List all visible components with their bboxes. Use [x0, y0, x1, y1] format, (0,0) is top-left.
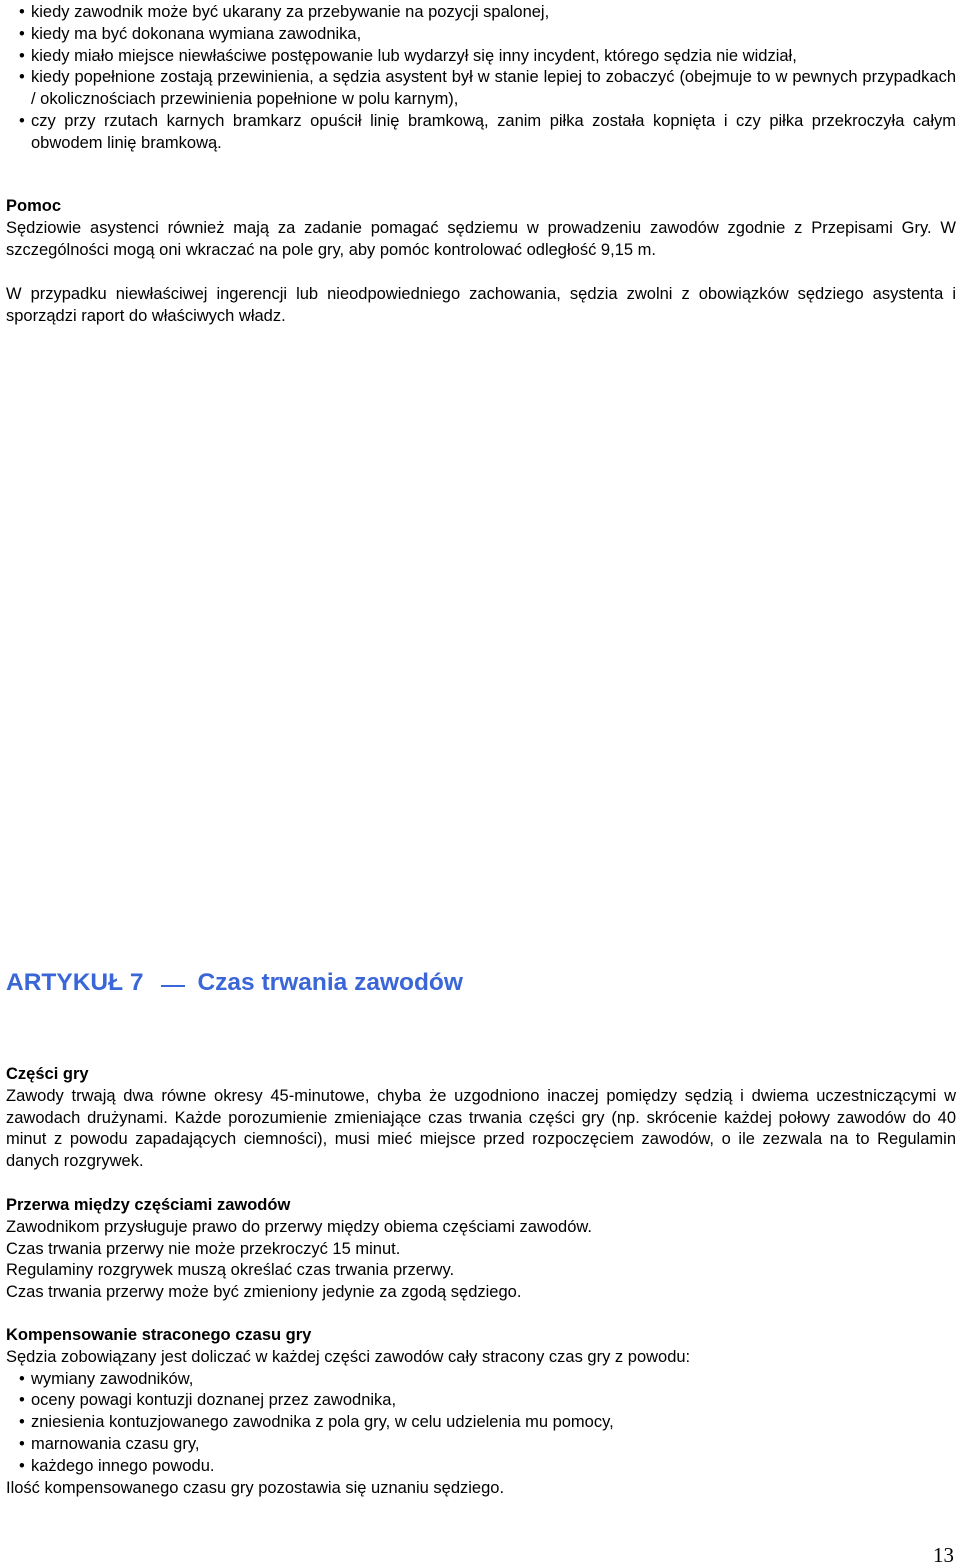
kompensowanie-heading: Kompensowanie straconego czasu gry: [6, 1326, 312, 1344]
page-number: 13: [933, 1543, 954, 1567]
przerwa-section: [6, 1195, 956, 1304]
przerwa-line: Zawodnikom przysługuje prawo do przerwy między obiema częściami zawodów.: [6, 1217, 592, 1236]
kompensowanie-intro: Sędzia zobowiązany jest doliczać w każdej części zawodów cały stracony czas gry z powodu:: [6, 1347, 691, 1366]
list-item: • każdego innego powodu.: [6, 1456, 956, 1478]
przerwa-line: Regulaminy rozgrywek muszą określać czas trwania przerwy.: [6, 1261, 455, 1280]
list-item: • kiedy miało miejsce niewłaściwe postępowanie lub wydarzył się inny incydent, którego sędzia nie widział,: [6, 46, 956, 68]
pomoc-paragraph-1: Sędziowie asystenci również mają za zadanie pomagać sędziemu w prowadzeniu zawodów zgodnie z Przepisami Gry. W szczególności mogą oni wkraczać na pole gry, aby pomóc kontrolować odległość 9,15 m.: [6, 218, 956, 259]
czesci-gry-section: [6, 1064, 956, 1173]
kompensowanie-closing: Ilość kompensowanego czasu gry pozostawia się uznaniu sędziego.: [6, 1478, 505, 1497]
top-bullet-list: [6, 2, 956, 155]
list-item: • kiedy zawodnik może być ukarany za przebywanie na pozycji spalonej,: [6, 2, 956, 24]
przerwa-line: Czas trwania przerwy może być zmieniony jedynie za zgodą sędziego.: [6, 1283, 522, 1302]
czesci-gry-paragraph: Zawody trwają dwa równe okresy 45-minutowe, chyba że uzgodniono inaczej pomiędzy sędzią i dwiema uczestniczącymi w zawodach drużynami. Każde porozumienie zmieniające czas trwania części gry (np. skrócenie każdej połowy zawodów do 40 minut z powodu zapadających ciemności), musi mieć miejsce przed rozpoczęciem zawodów, o ile zezwala na to Regulamin danych rozgrywek.: [6, 1086, 956, 1171]
article-number: ARTYKUŁ 7: [6, 969, 144, 996]
pomoc-section-2: [6, 284, 956, 328]
pomoc-paragraph-2: W przypadku niewłaściwej ingerencji lub nieodpowiedniego zachowania, sędzia zwolni z obowiązków sędziego asystenta i sporządzi raport do właściwych władz.: [6, 285, 956, 325]
pomoc-section: [6, 196, 956, 261]
pomoc-heading: Pomoc: [6, 197, 62, 215]
list-item: • oceny powagi kontuzji doznanej przez zawodnika,: [6, 1390, 956, 1412]
list-item: • kiedy popełnione zostają przewinienia, a sędzia asystent był w stanie lepiej to zobaczyć (obejmuje to w pewnych przypadkach / okolicznościach przewinienia popełnione w polu karnym),: [6, 67, 956, 111]
article-title: [6, 967, 463, 999]
list-item: • marnowania czasu gry,: [6, 1434, 956, 1456]
top-bullet-section: [6, 2, 956, 155]
list-item: • czy przy rzutach karnych bramkarz opuścił linię bramkową, zanim piłka została kopnięta i czy piłka przekroczyła całym obwodem linię bramkową.: [6, 111, 956, 155]
czesci-gry-heading: Części gry: [6, 1065, 89, 1083]
list-item: • wymiany zawodników,: [6, 1369, 956, 1391]
przerwa-heading: Przerwa między częściami zawodów: [6, 1196, 291, 1214]
list-item: • zniesienia kontuzjowanego zawodnika z pola gry, w celu udzielenia mu pomocy,: [6, 1412, 956, 1434]
przerwa-line: Czas trwania przerwy nie może przekroczyć 15 minut.: [6, 1239, 401, 1258]
list-item: • kiedy ma być dokonana wymiana zawodnika,: [6, 24, 956, 46]
title-dash: [161, 985, 185, 987]
kompensowanie-section: [6, 1325, 956, 1499]
kompensowanie-list: [6, 1369, 956, 1478]
article-name: Czas trwania zawodów: [197, 969, 463, 996]
